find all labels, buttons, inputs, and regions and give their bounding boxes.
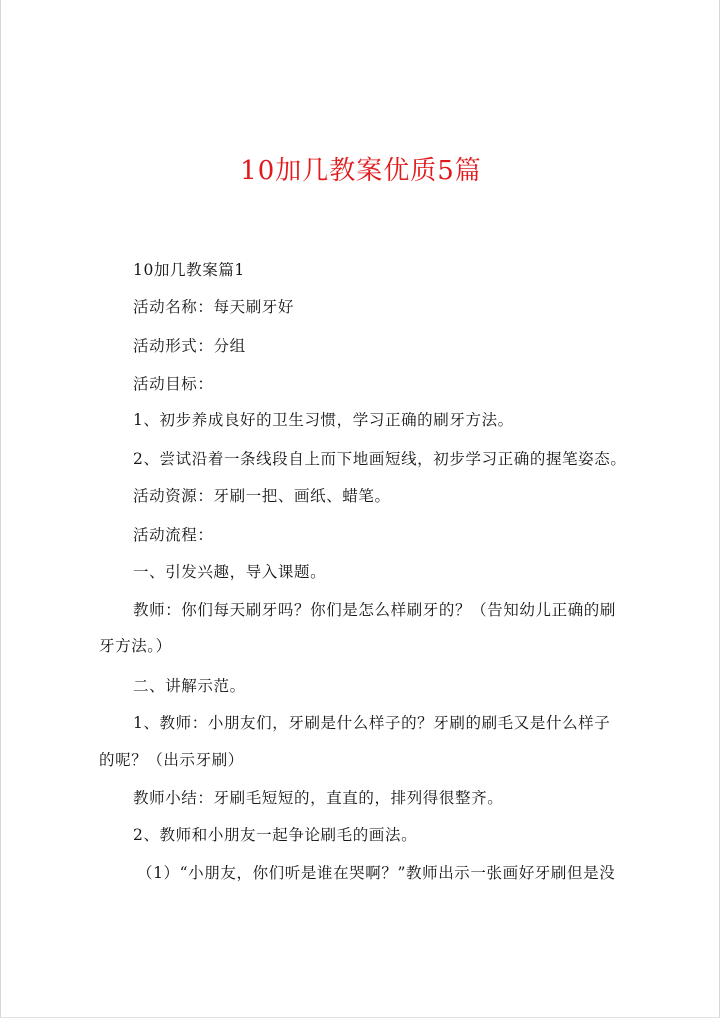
paragraph-line: 活动流程： [133,526,214,544]
paragraph-line: 1、教师：小朋友们，牙刷是什么样子的？牙刷的刷毛又是什么样子 [133,714,611,732]
paragraph-line: 二、讲解示范。 [133,677,246,695]
paragraph-line: 一、引发兴趣，导入课题。 [133,563,327,581]
paragraph-line: 牙方法。） [99,637,172,655]
paragraph-line: 教师小结：牙刷毛短短的，直直的，排列得很整齐。 [133,789,504,807]
paragraph-line: 的呢？（出示牙刷） [99,751,244,769]
paragraph-line: （1）“小朋友，你们听是谁在哭啊？”教师出示一张画好牙刷但是没 [137,864,616,882]
section-heading: 10加几教案篇1 [133,261,245,279]
paragraph-line: 2、教师和小朋友一起争论刷毛的画法。 [133,826,418,844]
paragraph-line: 活动名称：每天刷牙好 [133,298,295,316]
paragraph-line: 活动目标： [133,375,214,393]
paragraph-line: 活动形式：分组 [133,337,246,355]
paragraph-line: 活动资源：牙刷一把、画纸、蜡笔。 [133,487,391,505]
paragraph-line: 教师：你们每天刷牙吗？你们是怎么样刷牙的？（告知幼儿正确的刷 [133,601,617,619]
paragraph-line: 1、初步养成良好的卫生习惯，学习正确的刷牙方法。 [133,411,514,429]
document-title: 10加几教案优质5篇 [240,156,482,186]
paragraph-line: 2、尝试沿着一条线段自上而下地画短线，初步学习正确的握笔姿态。 [133,450,627,468]
